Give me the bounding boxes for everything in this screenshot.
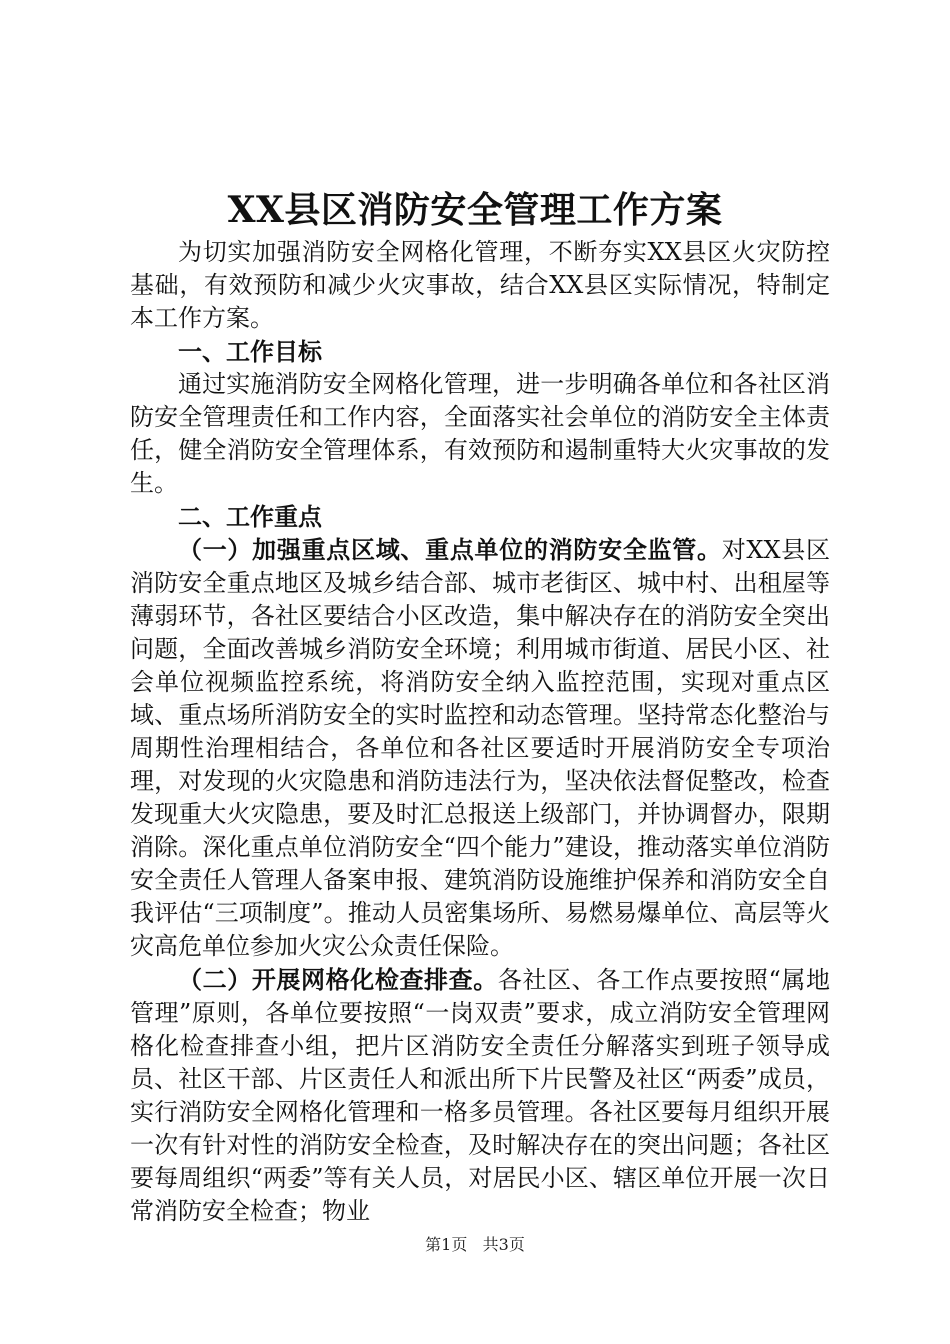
focus-item-1-text: 对XX县区消防安全重点地区及城乡结合部、城市老街区、城中村、出租屋等薄弱环节，各社区要结合小区改造，集中解决存在的消防安全突出问题，全面改善城乡消防安全环境；利用城市街道、居民小区、社会单位视频监控系统，将消防安全纳入监控范围，实现对重点区域、重点场所消防安全的实时监控和动态管理。坚持常态化整治与周期性治理相结合，各单位和各社区要适时开展消防安全专项治理，对发现的火灾隐患和消防违法行为，坚决依法督促整改，检查发现重大火灾隐患，要及时汇总报送上级部门，并协调督办，限期消除。深化重点单位消防安全“四个能力”建设，推动落实单位消防安全责任人管理人备案申报、建筑消防设施维护保养和消防安全自我评估“三项制度”。推动人员密集场所、易燃易爆单位、高层等火灾高危单位参加火灾公众责任保险。 xyxy=(130,536,830,960)
focus-item-2-text: 各社区、各工作点要按照“属地管理”原则，各单位要按照“一岗双责”要求，成立消防安全管理网格化检查排查小组，把片区消防安全责任分解落实到班子领导成员、社区干部、片区责任人和派出所下片民警及社区“两委”成员，实行消防安全网格化管理和一格多员管理。各社区要每月组织开展一次有针对性的消防安全检查，及时解决存在的突出问题；各社区要每周组织“两委”等有关人员，对居民小区、辖区单位开展一次日常消防安全检查；物业 xyxy=(130,966,830,1225)
focus-item-1-lead: （一）加强重点区域、重点单位的消防安全监管。 xyxy=(178,535,722,564)
page-number: 第1页 xyxy=(425,1235,468,1254)
page-footer xyxy=(0,1234,950,1256)
focus-item-2-lead: （二）开展网格化检查排查。 xyxy=(178,965,498,994)
goals-paragraph: 通过实施消防安全网格化管理，进一步明确各单位和各社区消防安全管理责任和工作内容，全面落实社会单位的消防安全主体责任，健全消防安全管理体系，有效预防和遏制重特大火灾事故的发生。 xyxy=(130,370,830,497)
focus-item-1-paragraph xyxy=(130,533,830,963)
intro-paragraph: 为切实加强消防安全网格化管理，不断夯实XX县区火灾防控基础，有效预防和减少火灾事故，结合XX县区实际情况，特制定本工作方案。 xyxy=(130,238,830,332)
document-title: XX县区消防安全管理工作方案 xyxy=(227,189,723,231)
focus-item-2-paragraph xyxy=(130,963,830,1228)
document-body xyxy=(130,236,830,1228)
section-heading-goals: 一、工作目标 xyxy=(178,337,322,366)
page-separator xyxy=(472,1235,477,1254)
page-total: 共3页 xyxy=(482,1235,525,1254)
section-heading-focus: 二、工作重点 xyxy=(178,502,322,531)
